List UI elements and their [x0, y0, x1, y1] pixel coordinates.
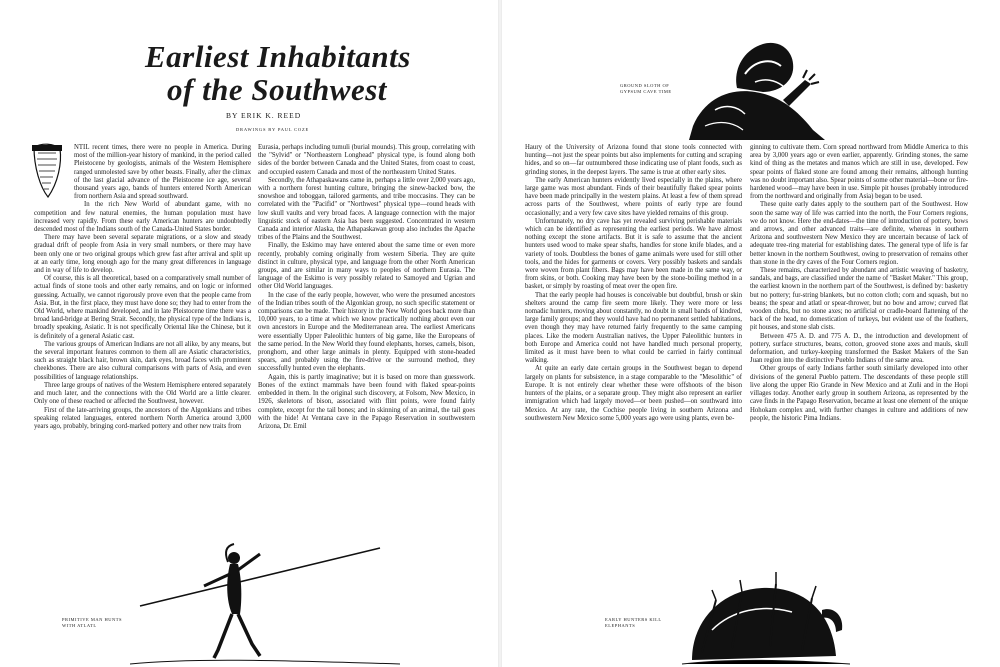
- paragraph: Eurasia, perhaps including tumuli (burial mounds). This group, correlating with the "Sylvid" or "Northeastern Longhead" physical type, is found along both sides of the border between Canada and the United States, from coast to coast, and occupied eastern Canada and most of the northeastern United States.: [258, 144, 475, 176]
- page-gutter: [498, 0, 502, 667]
- paragraph: These quite early dates apply to the southern part of the Southwest. How soon the same way of life was carried into the north, the Four Corners regions, we do not know. Here the end-dates—the time of introduction of pottery, bows and arrows, and other advanced traits—are definite, whereas in southern Arizona and southwestern New Mexico they are uncertain because of lack of adequate tree-ring material for establishing dates. The general type of life is far better known in the northern Southwest, owing to preservation of remains other than stone in the dry caves of the Four Corners region.: [750, 201, 968, 266]
- paragraph: In the case of the early people, however, who were the presumed ancestors of the Indian tribes south of the Algonkian group, no such specific statement or comparisons can be made. Their history in the New World goes back more than 10,000 years, to a time at which we know practically nothing about even our own ancestors in Europe and the Mediterranean area. The earliest Americans were essentially Upper Paleolithic hunters of big game, like the Europeans of the same period. In the New World they found elephants, horses, camels, bison, pronghorn, and other large animals in plenty. Equipped with stone-headed spears, and probably using the fire-drive or the surround method, they successfully hunted even the elephants.: [258, 291, 475, 373]
- paragraph: Haury of the University of Arizona found that stone tools connected with hunting—not just the spear points but also implements for cutting and scraping hides, and so on—far outnumbered those indicating use of plant foods, such as grinding stones, in the deepest layers. The same is true at other early sites.: [525, 144, 742, 176]
- column-4: [750, 144, 968, 554]
- column-2: [258, 144, 475, 544]
- caption-early-hunters: EARLY HUNTERS KILL ELEPHANTS: [605, 617, 662, 628]
- title-line-1: Earliest Inhabitants: [145, 39, 411, 74]
- ground-sloth-illustration: [685, 30, 835, 142]
- column-3: [525, 144, 742, 562]
- article-title: [145, 40, 411, 106]
- paragraph: The various groups of American Indians are not all alike, by any means, but the several important features common to them all are Asiatic characteristics, such as straight black hair, brown skin, dark eyes, broad faces with prominent cheekbones. There are also cultural comparisons with parts of Asia, and even possibilities of language relationships.: [34, 340, 251, 381]
- paragraph: NTIL recent times, there were no people in America. During most of the million-year history of mankind, in the period called Pleistocene by geologists, animals of the Western Hemisphere ranged unmolested save by other beasts. Finally, after the climax of the last glacial advance of the Pleistocene ice age, several thousand years ago, bands of hunters entered North American from northern Asia and spread southward.: [74, 144, 251, 201]
- paragraph: The early American hunters evidently lived especially in the plains, where large game was most abundant. Finds of their beautifully flaked spear points have been made principally in the western plains. At least a few of them spread across parts of the Southwest, where points of early type are found occasionally; and a very few cave sites have yielded remains of this group.: [525, 176, 742, 217]
- paragraph: Finally, the Eskimo may have entered about the same time or even more recently, probably coming originally from western Siberia. They are quite distinct in culture, physical type, and language from the other North American groups, and are similar in many ways to peoples of northern Eurasia. The language of the Eskimo is very possibly related to Samoyed and Ugrian and other Old World languages.: [258, 242, 475, 291]
- paragraph: ginning to cultivate them. Corn spread northward from Middle America to this area by 3,000 years ago or even earlier, apparently. Grinding stones, the same kind of thing as the metates and manos which are still in use, developed. Few spear points of flaked stone are found among their remains, although hunting was no doubt important also. Spear points of some other material—bone or fire-hardened wood—may have been in use. Simple pit houses (probably introduced from the northward and originally from Asia) began to be used.: [750, 144, 968, 201]
- paragraph: First of the late-arriving groups, the ancestors of the Algonkians and tribes speaking related languages, entered northern North America around 3,000 years ago, probably, bringing cord-marked pottery and other new traits from: [34, 406, 251, 430]
- paragraph: Of course, this is all theoretical, based on a comparatively small number of actual finds of stone tools and other early remains, and on logic or informed guessing. Actually, we cannot rigorously prove even that the people came from Asia. But, in the first place, they must have done so; they had to enter from the Old World, where mankind developed, and in late Pleistocene time there was a broad land-bridge at Bering Strait. Secondly, the physical type of the Indians is, broadly speaking, Asiatic. It is not specifically Oriental like the Chinese, but it is definitely of a general Asiatic cast.: [34, 275, 251, 340]
- paragraph: That the early people had houses is conceivable but doubtful, brush or skin shelters around the camp fire seem more likely. They were more or less nomadic hunters, moving about constantly, no doubt in small bands of kindred, large family groups; and they would have had no permanent settled habitations, even though they may have returned fairly frequently to the same camping places. Like the modern Australian natives, the Upper Paleolithic hunters in both Europe and America could not have handled much personal property, limited as it must have been to what could be carried in fairly continual walking.: [525, 291, 742, 365]
- caption-ground-sloth: GROUND SLOTH OF GYPSUM CAVE TIME: [620, 83, 672, 94]
- paragraph: Three large groups of natives of the Western Hemisphere entered separately and much later, and the connections with the Old World are a little clearer. Only one of these reached or affected the Southwest, however.: [34, 381, 251, 406]
- byline: BY ERIK K. REED: [226, 111, 302, 120]
- drawings-credit: DRAWINGS BY PAUL COZE: [236, 127, 310, 132]
- title-line-2: of the Southwest: [167, 72, 387, 107]
- paragraph: At quite an early date certain groups in the Southwest began to depend largely on plants for subsistence, in a stage comparable to the "Mesolithic" of Europe. It is not entirely clear whether these were offshoots of the bison hunters of the plains, or a separate group. They might also represent an earlier immigration which had largely moved—or been pushed—on southward into Mexico. At any rate, the Cochise people living in southern Arizona and southwestern New Mexico some 5,000 years ago were using plants, even be-: [525, 365, 742, 422]
- paragraph: Secondly, the Athapaskawans came in, perhaps a little over 2,000 years ago, with a northern forest hunting culture, bringing the sinew-backed bow, the snowshoe and toboggan, tailored garments, and tribe moccasins. They can be correlated with the "Pacifid" or "Northwest" physical type—round heads with low skull vaults and very broad faces. A language connection with the major linguistic stock of eastern Asia has been suggested. Concentrated in western Canada and interior Alaska, the Athapaskawan group also includes the Apache tribes of the Plains and the Southwest.: [258, 176, 475, 242]
- dropcap-space: [34, 144, 74, 204]
- caption-primitive-man: PRIMITIVE MAN HUNTS WITH ATLATL: [62, 617, 122, 628]
- paragraph: There may have been several separate migrations, or a slow and steady gradual drift of people from Asia in very small numbers, or there may have been only one or two original groups which grew fast after arrival and split up at an early time, long enough ago for the many great differences in language and in way of life to develop.: [34, 234, 251, 275]
- paragraph: These remains, characterized by abundant and artistic weaving of basketry, sandals, and bags, are classified under the name of "Basket Maker." This group, the earliest known in the northern part of the Southwest, is defined by: basketry but no pottery; fur-string blankets, but no cotton cloth; corn and squash, but no beans; the spear and atlatl or spear-thrower, but no bow and arrow; curved flat wooden clubs, but no stone axes; no artificial or cradle-board flattening of the back of the head, no domestication of turkeys, but evident use of the feathers, pit houses, and stone slab cists.: [750, 267, 968, 332]
- paragraph: Again, this is partly imaginative; but it is based on more than guesswork. Bones of the extinct mammals have been found with flaked spear-points embedded in them. In the original such discovery, at Folsom, New Mexico, in 1926, skeletons of bison, associated with flint points, were found fairly complete, except for the tail bones; and in skinning of an animal, the tail goes with the hide! At Ventana cave in the Papago Reservation in southwestern Arizona, Dr. Emil: [258, 373, 475, 430]
- early-hunters-illustration: [672, 560, 852, 667]
- paragraph: Unfortunately, no dry cave has yet revealed surviving perishable materials which can be identified as representing the earliest periods. We have almost nothing except the stone artifacts. But it is safe to assume that the ancient hunters used wood to make spear shafts, handles for stone knife blades, and a variety of tools. Doubtless the bones of game animals were used for still other tools, and the hides for garments or covers. Very possibly baskets and sandals were woven from plant fibers. Bags may have been made in the same way, or from skins, or both. Cooking may have been by the stone-boiling method in a basket, or simply by roasting of meat over the open fire.: [525, 217, 742, 291]
- paragraph: Between 475 A. D. and 775 A. D., the introduction and development of pottery, surface structures, beans, cotton, grooved stone axes and mauls, skull deformation, and turkey-keeping transformed the Basket Makers of the San Juan region into the distinctive Pueblo Indians of the same area.: [750, 332, 968, 365]
- paragraph: In the rich New World of abundant game, with no competition and few natural enemies, the human population must have increased very rapidly. From these early American hunters are undoubtedly descended most of the Indians south of the Canada-United States border.: [34, 201, 251, 234]
- column-1: [34, 144, 251, 544]
- paragraph: Other groups of early Indians farther south similarly developed into other divisions of the general Pueblo pattern. The descendants of these people still live along the upper Rio Grande in New Mexico and at Zuñi and in the Hopi villages today. Another early group in southern Arizona, as represented by the cave finds in the Papago Reservation, became at least one element of the unique Hohokam complex and, with further changes in culture and additions of new people, the historic Pima Indians.: [750, 365, 968, 422]
- primitive-man-illustration: [130, 540, 400, 667]
